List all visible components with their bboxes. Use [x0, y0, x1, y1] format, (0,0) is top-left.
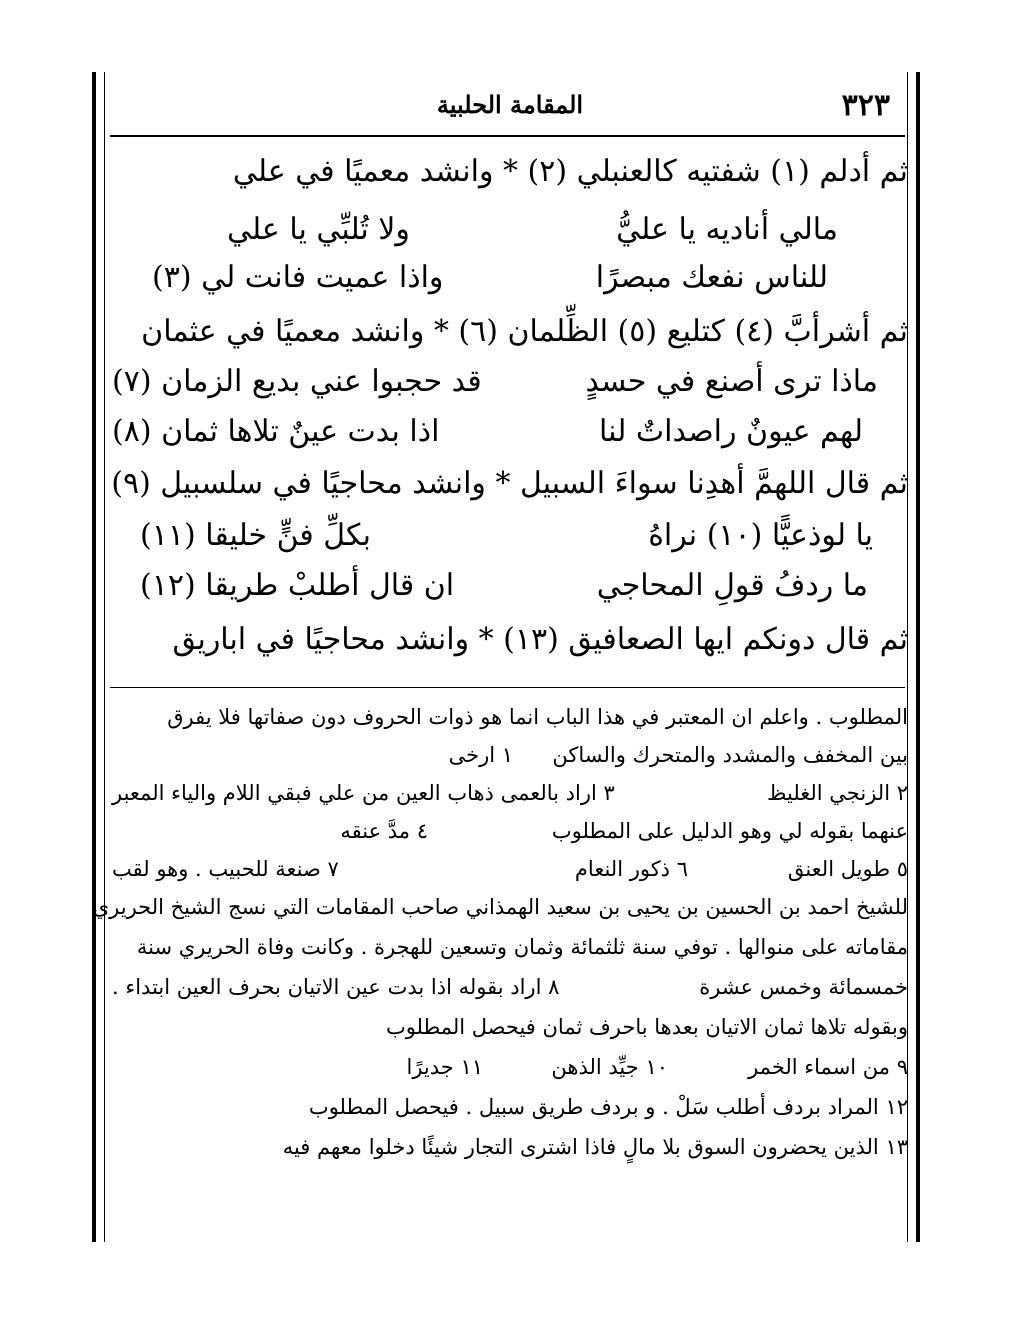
hemistich: اذا بدت عينٌ تلاها ثمان (٨): [112, 414, 440, 449]
header-rule: [110, 135, 905, 137]
footnote-text: ١١ جديرًا: [406, 1055, 483, 1079]
hemistich: مالي أناديه يا عليُّ: [616, 212, 838, 247]
footnote-line: المطلوب . واعلم ان المعتبر في هذا الباب انما هو ذوات الحروف دون صفاتها فلا يفرق: [167, 705, 908, 729]
page-number: ٣٢٣: [841, 88, 890, 123]
footnote-line: [112, 975, 908, 1005]
hemistich: يا لوذعيًّا (١٠) نراهُ: [648, 518, 873, 553]
hemistich: ولا تُلبِّي يا علي: [227, 212, 410, 247]
footnote-text: ١ ارخى: [448, 743, 513, 767]
footnote-text: ٦ ذكور النعام: [574, 857, 688, 881]
footnote-text: ٩ من اسماء الخمر: [748, 1055, 908, 1079]
footnote-text: ٣ اراد بالعمى ذهاب العين من علي فبقي اللام والياء المعبر: [112, 781, 615, 805]
hemistich: قد حجبوا عني بديع الزمان (٧): [112, 364, 482, 399]
footnote-line: [112, 819, 908, 849]
hemistich: بكلِّ فنٍّ خليقا (١١): [140, 518, 371, 553]
prose-line: ثم قال اللهمَّ أهدِنا سواءَ السبيل * وانشد محاجيًا في سلسبيل (٩): [111, 466, 908, 501]
hemistich: ما ردفُ قولِ المحاجي: [596, 568, 868, 603]
footnote-text: ٢ الزنجي الغليظ: [767, 781, 908, 805]
footnote-text: ٥ طويل العنق: [787, 857, 908, 881]
verse-line: [140, 568, 868, 608]
footnote-text: ٤ مدَّ عنقه: [340, 819, 428, 843]
footnote-line: [112, 743, 908, 773]
verse-line: [227, 212, 838, 252]
footnote-text: عنهما بقوله لي وهو الدليل على المطلوب: [551, 819, 908, 843]
footnote-text: ١٠ جيِّد الذهن: [551, 1055, 668, 1079]
running-title: المقامة الحلبية: [436, 90, 584, 119]
hemistich: للناس نفعك مبصرًا: [595, 260, 828, 295]
footnote-line: [112, 781, 908, 811]
hemistich: لهم عيونٌ راصداتٌ لنا: [599, 414, 863, 449]
prose-line: ثم قال دونكم ايها الصعافيق (١٣) * وانشد محاجيًا في اباريق: [172, 622, 908, 657]
footnote-text: ٧ صنعة للحبيب . وهو لقب: [112, 857, 339, 881]
verse-line: [140, 518, 873, 558]
hemistich: ان قال أطلبْ طريقا (١٢): [140, 568, 455, 603]
footnote-line: مقاماته على منوالها . توفي سنة ثلثمائة وثمان وتسعين للهجرة . وكانت وفاة الحريري سنة: [136, 935, 908, 959]
footnote-line: ١٢ المراد بردف أطلب سَلْ . و بردف طريق سبيل . فيحصل المطلوب: [308, 1095, 908, 1119]
footnote-text: ٨ اراد بقوله اذا بدت عين الاتيان بحرف العين ابتداء .: [112, 975, 560, 999]
verse-line: [152, 260, 828, 300]
footnote-line: وبقوله تلاها ثمان الاتيان بعدها باحرف ثمان فيحصل المطلوب: [385, 1015, 908, 1039]
footnote-line: للشيخ احمد بن الحسين بن يحيى بن سعيد الهمذاني صاحب المقامات التي نسج الشيخ الحريري: [92, 895, 908, 919]
footnote-text: بين المخفف والمشدد والمتحرك والساكن: [552, 743, 908, 767]
footnote-line: [112, 857, 908, 887]
verse-line: [112, 414, 863, 454]
prose-line: ثم أشرأبَّ (٤) كتليع (٥) الظِّلمان (٦) * وانشد معميًا في عثمان: [141, 314, 908, 349]
footnote-line: [112, 1055, 908, 1085]
footnote-text: خمسمائة وخمس عشرة: [699, 975, 908, 999]
prose-line: ثم أدلم (١) شفتيه كالعنبلي (٢) * وانشد معميًا في علي: [232, 154, 908, 189]
footnotes: [92, 695, 908, 1195]
main-text: [112, 140, 908, 680]
hemistich: ماذا ترى أصنع في حسدٍ: [585, 364, 878, 399]
footnote-rule: [110, 687, 905, 688]
page-header: [120, 88, 900, 128]
hemistich: واذا عميت فانت لي (٣): [152, 260, 444, 295]
verse-line: [112, 364, 878, 404]
footnote-line: ١٣ الذين يحضرون السوق بلا مالٍ فاذا اشترى التجار شيئًا دخلوا معهم فيه: [282, 1135, 908, 1159]
